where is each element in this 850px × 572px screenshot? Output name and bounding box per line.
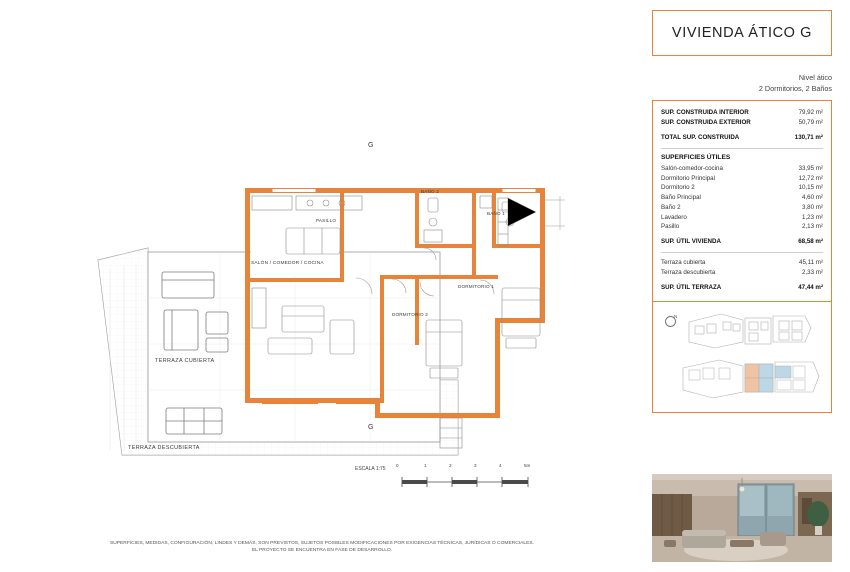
built-exterior-value: 50,79 m² xyxy=(798,119,823,127)
terrace-total-label: SUP. ÚTIL TERRAZA xyxy=(661,283,722,291)
useful-label-4: Baño 2 xyxy=(661,203,681,211)
page-title: VIVIENDA ÁTICO G xyxy=(671,25,813,41)
useful-label-1: Dormitorio Principal xyxy=(661,174,715,182)
rail-detail xyxy=(508,196,565,230)
unit-level: Nivel ático xyxy=(798,73,832,82)
areas-box xyxy=(652,100,832,302)
built-exterior-label: SUP. CONSTRUIDA EXTERIOR xyxy=(661,119,751,127)
scale-tick-2: 2 xyxy=(449,463,452,468)
floor-plan-drawing xyxy=(40,20,640,520)
table-row xyxy=(661,203,823,213)
unit-title-box xyxy=(652,10,832,56)
key-plan-upper xyxy=(661,308,823,352)
render-svg xyxy=(652,474,832,562)
key-plan-lower xyxy=(661,356,823,400)
label-terraza-descubierta: TERRAZA DESCUBIERTA xyxy=(128,445,200,451)
label-pasillo: PASILLO xyxy=(316,218,337,223)
built-interior-label: SUP. CONSTRUIDA INTERIOR xyxy=(661,109,749,117)
divider xyxy=(661,252,823,253)
scale-tick-1: 1 xyxy=(424,463,427,468)
table-row xyxy=(661,193,823,203)
compass-icon xyxy=(663,314,677,328)
total-built-value: 130,71 m² xyxy=(794,133,823,141)
scale-label: ESCALA 1:75 xyxy=(355,466,386,472)
useful-label-3: Baño Principal xyxy=(661,194,701,202)
unit-letter-top: G xyxy=(368,142,374,149)
table-row xyxy=(661,118,823,128)
built-interior-value: 79,92 m² xyxy=(798,109,823,117)
useful-label-2: Dormitorio 2 xyxy=(661,184,695,192)
terrace-uncovered-value: 2,33 m² xyxy=(802,268,823,276)
unit-subtitle xyxy=(652,72,832,94)
useful-value-3: 4,60 m² xyxy=(802,194,823,202)
table-row xyxy=(661,174,823,184)
useful-value-2: 10,15 m² xyxy=(798,184,823,192)
footer-line-1: SUPERFICIES, MEDIDAS, CONFIGURACIÓN, LINDES Y DEMÁS, SON PREVISTOS, SUJETOS POSIBLES MODIFICACIONES POR EXIGENCIAS TÉCNICAS, JURÍDICAS O COMERCIALES. xyxy=(109,541,535,546)
table-row xyxy=(661,283,823,293)
unit-rooms: 2 Dormitorios, 2 Baños xyxy=(758,84,832,94)
table-row xyxy=(661,213,823,223)
useful-label-5: Lavadero xyxy=(661,213,687,221)
terrace-uncovered-label: Terraza descubierta xyxy=(661,268,716,276)
label-terraza-cubierta: TERRAZA CUBIERTA xyxy=(155,358,215,364)
table-row xyxy=(661,237,823,247)
table-row xyxy=(661,164,823,174)
table-row xyxy=(661,183,823,193)
useful-total-value: 68,58 m² xyxy=(798,238,823,246)
useful-value-1: 12,72 m² xyxy=(798,174,823,182)
useful-value-6: 2,13 m² xyxy=(802,223,823,231)
key-plan-lower-svg xyxy=(679,356,825,400)
useful-areas-title: SUPERFICIES ÚTILES xyxy=(661,153,731,161)
interior-render-photo xyxy=(652,474,832,562)
useful-value-4: 3,80 m² xyxy=(802,203,823,211)
terrace-covered-label: Terraza cubierta xyxy=(661,259,706,267)
table-row xyxy=(661,133,823,143)
label-salon: SALÓN / COMEDOR / COCINA xyxy=(251,261,324,266)
scale-bar xyxy=(400,474,540,490)
scale-tick-5: 5m xyxy=(524,463,531,468)
key-plans-box xyxy=(652,302,832,413)
label-bano1: BAÑO 1 xyxy=(487,211,506,216)
useful-label-6: Pasillo xyxy=(661,223,680,231)
terrace-covered-value: 45,11 m² xyxy=(799,259,823,267)
divider xyxy=(661,148,823,149)
compass-north-label: N xyxy=(674,314,678,320)
info-panel xyxy=(652,10,832,413)
label-dormitorio1: DORMITORIO 1 xyxy=(458,284,495,289)
total-built-label: TOTAL SUP. CONSTRUIDA xyxy=(661,133,740,141)
key-plan-upper-svg xyxy=(679,308,825,352)
footer-line-2: EL PROYECTO SE ENCUENTRA EN FASE DE DESARROLLO. xyxy=(251,548,393,554)
table-row xyxy=(661,258,823,268)
table-row xyxy=(661,108,823,118)
useful-label-0: Salón-comedor-cocina xyxy=(661,164,723,172)
label-dormitorio2: DORMITORIO 2 xyxy=(392,312,429,317)
scale-tick-4: 4 xyxy=(499,463,502,468)
useful-total-label: SUP. ÚTIL VIVIENDA xyxy=(661,238,721,246)
useful-value-0: 33,95 m² xyxy=(798,164,823,172)
label-bano2: BAÑO 2 xyxy=(421,189,440,194)
scale-tick-0: 0 xyxy=(396,463,399,468)
terrace-total-value: 47,44 m² xyxy=(798,283,823,291)
useful-value-5: 1,23 m² xyxy=(802,213,823,221)
table-row xyxy=(661,268,823,278)
unit-letter-bottom: G xyxy=(368,424,374,431)
scale-tick-3: 3 xyxy=(474,463,477,468)
footer-disclaimer xyxy=(62,540,582,555)
table-row xyxy=(661,222,823,232)
